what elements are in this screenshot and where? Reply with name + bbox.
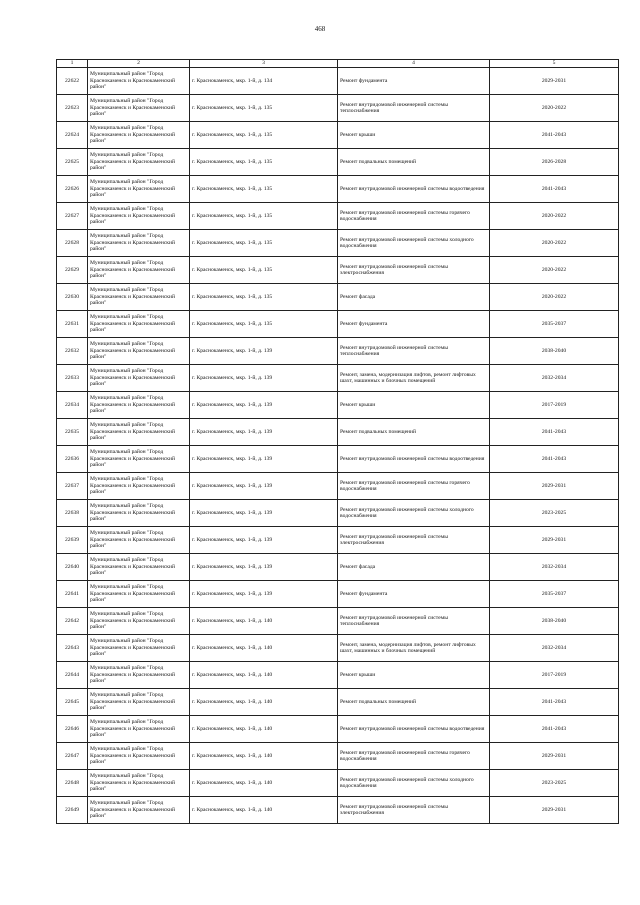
- municipality-cell: Муниципальный район "Город Краснокаменск и Краснокаменский район": [88, 392, 190, 419]
- address-cell: г. Краснокаменск, мкр. 1-й, д. 135: [190, 257, 338, 284]
- work-type-cell: Ремонт крыши: [338, 662, 490, 689]
- period-cell: 2020-2022: [490, 284, 619, 311]
- row-number: 22642: [57, 608, 88, 635]
- work-type-cell: Ремонт внутридомовой инженерной системы холодного водоснабжения: [338, 230, 490, 257]
- municipality-cell: Муниципальный район "Город Краснокаменск и Краснокаменский район": [88, 554, 190, 581]
- period-cell: 2035-2037: [490, 311, 619, 338]
- address-cell: г. Краснокаменск, мкр. 1-й, д. 139: [190, 365, 338, 392]
- address-cell: г. Краснокаменск, мкр. 1-й, д. 135: [190, 230, 338, 257]
- period-cell: 2020-2022: [490, 203, 619, 230]
- table-row: [57, 122, 619, 149]
- row-number: 22625: [57, 149, 88, 176]
- table-row: [57, 392, 619, 419]
- column-header-2: 2: [88, 60, 190, 68]
- municipality-cell: Муниципальный район "Город Краснокаменск и Краснокаменский район": [88, 284, 190, 311]
- work-type-cell: Ремонт внутридомовой инженерной системы теплоснабжения: [338, 608, 490, 635]
- address-cell: г. Краснокаменск, мкр. 1-й, д. 139: [190, 581, 338, 608]
- period-cell: 2041-2043: [490, 419, 619, 446]
- table-row: [57, 284, 619, 311]
- table-row: [57, 716, 619, 743]
- municipality-cell: Муниципальный район "Город Краснокаменск и Краснокаменский район": [88, 419, 190, 446]
- address-cell: г. Краснокаменск, мкр. 1-й, д. 140: [190, 662, 338, 689]
- row-number: 22636: [57, 446, 88, 473]
- period-cell: 2020-2022: [490, 95, 619, 122]
- row-number: 22640: [57, 554, 88, 581]
- address-cell: г. Краснокаменск, мкр. 1-й, д. 135: [190, 311, 338, 338]
- row-number: 22626: [57, 176, 88, 203]
- address-cell: г. Краснокаменск, мкр. 1-й, д. 139: [190, 419, 338, 446]
- work-type-cell: Ремонт внутридомовой инженерной системы горячего водоснабжения: [338, 473, 490, 500]
- page-number: 468: [314, 25, 326, 33]
- address-cell: г. Краснокаменск, мкр. 1-й, д. 140: [190, 797, 338, 824]
- period-cell: 2017-2019: [490, 662, 619, 689]
- municipality-cell: Муниципальный район "Город Краснокаменск и Краснокаменский район": [88, 581, 190, 608]
- period-cell: 2029-2031: [490, 68, 619, 95]
- municipality-cell: Муниципальный район "Город Краснокаменск и Краснокаменский район": [88, 257, 190, 284]
- row-number: 22633: [57, 365, 88, 392]
- table-row: [57, 554, 619, 581]
- column-header-1: 1: [57, 60, 88, 68]
- work-type-cell: Ремонт крыши: [338, 392, 490, 419]
- table-row: [57, 311, 619, 338]
- row-number: 22622: [57, 68, 88, 95]
- period-cell: 2029-2031: [490, 743, 619, 770]
- row-number: 22627: [57, 203, 88, 230]
- municipality-cell: Муниципальный район "Город Краснокаменск и Краснокаменский район": [88, 689, 190, 716]
- municipality-cell: Муниципальный район "Город Краснокаменск и Краснокаменский район": [88, 230, 190, 257]
- address-cell: г. Краснокаменск, мкр. 1-й, д. 135: [190, 149, 338, 176]
- municipality-cell: Муниципальный район "Город Краснокаменск и Краснокаменский район": [88, 662, 190, 689]
- address-cell: г. Краснокаменск, мкр. 1-й, д. 139: [190, 554, 338, 581]
- municipality-cell: Муниципальный район "Город Краснокаменск и Краснокаменский район": [88, 743, 190, 770]
- municipality-cell: Муниципальный район "Город Краснокаменск и Краснокаменский район": [88, 446, 190, 473]
- table-row: [57, 527, 619, 554]
- table-row: [57, 797, 619, 824]
- work-type-cell: Ремонт внутридомовой инженерной системы водоотведения: [338, 446, 490, 473]
- row-number: 22630: [57, 284, 88, 311]
- period-cell: 2035-2037: [490, 581, 619, 608]
- table-row: [57, 95, 619, 122]
- work-type-cell: Ремонт внутридомовой инженерной системы горячего водоснабжения: [338, 743, 490, 770]
- column-header-4: 4: [338, 60, 490, 68]
- municipality-cell: Муниципальный район "Город Краснокаменск и Краснокаменский район": [88, 203, 190, 230]
- table-row: [57, 662, 619, 689]
- period-cell: 2026-2028: [490, 149, 619, 176]
- period-cell: 2023-2025: [490, 500, 619, 527]
- period-cell: 2020-2022: [490, 257, 619, 284]
- municipality-cell: Муниципальный район "Город Краснокаменск и Краснокаменский район": [88, 797, 190, 824]
- capital-repair-table: [56, 59, 619, 824]
- table-row: [57, 230, 619, 257]
- row-number: 22649: [57, 797, 88, 824]
- table-row: [57, 365, 619, 392]
- work-type-cell: Ремонт фундамента: [338, 311, 490, 338]
- address-cell: г. Краснокаменск, мкр. 1-й, д. 140: [190, 743, 338, 770]
- municipality-cell: Муниципальный район "Город Краснокаменск и Краснокаменский район": [88, 122, 190, 149]
- address-cell: г. Краснокаменск, мкр. 1-й, д. 140: [190, 716, 338, 743]
- row-number: 22634: [57, 392, 88, 419]
- address-cell: г. Краснокаменск, мкр. 1-й, д. 139: [190, 392, 338, 419]
- work-type-cell: Ремонт внутридомовой инженерной системы электроснабжения: [338, 257, 490, 284]
- period-cell: 2020-2022: [490, 230, 619, 257]
- period-cell: 2023-2025: [490, 770, 619, 797]
- address-cell: г. Краснокаменск, мкр. 1-й, д. 140: [190, 635, 338, 662]
- work-type-cell: Ремонт фундамента: [338, 68, 490, 95]
- period-cell: 2038-2040: [490, 608, 619, 635]
- municipality-cell: Муниципальный район "Город Краснокаменск и Краснокаменский район": [88, 500, 190, 527]
- period-cell: 2032-2034: [490, 554, 619, 581]
- row-number: 22644: [57, 662, 88, 689]
- row-number: 22638: [57, 500, 88, 527]
- table-row: [57, 689, 619, 716]
- address-cell: г. Краснокаменск, мкр. 1-й, д. 135: [190, 122, 338, 149]
- work-type-cell: Ремонт подвальных помещений: [338, 149, 490, 176]
- work-type-cell: Ремонт внутридомовой инженерной системы водоотведения: [338, 176, 490, 203]
- table-row: [57, 176, 619, 203]
- work-type-cell: Ремонт, замена, модернизация лифтов, ремонт лифтовых шахт, машинных и блочных помещений: [338, 635, 490, 662]
- work-type-cell: Ремонт внутридомовой инженерной системы электроснабжения: [338, 527, 490, 554]
- work-type-cell: Ремонт внутридомовой инженерной системы электроснабжения: [338, 797, 490, 824]
- period-cell: 2029-2031: [490, 797, 619, 824]
- period-cell: 2041-2043: [490, 122, 619, 149]
- row-number: 22646: [57, 716, 88, 743]
- row-number: 22637: [57, 473, 88, 500]
- row-number: 22645: [57, 689, 88, 716]
- address-cell: г. Краснокаменск, мкр. 1-й, д. 140: [190, 608, 338, 635]
- table-row: [57, 203, 619, 230]
- period-cell: 2041-2043: [490, 689, 619, 716]
- period-cell: 2041-2043: [490, 716, 619, 743]
- table-row: [57, 770, 619, 797]
- address-cell: г. Краснокаменск, мкр. 1-й, д. 140: [190, 770, 338, 797]
- work-type-cell: Ремонт подвальных помещений: [338, 419, 490, 446]
- address-cell: г. Краснокаменск, мкр. 1-й, д. 139: [190, 338, 338, 365]
- municipality-cell: Муниципальный район "Город Краснокаменск и Краснокаменский район": [88, 635, 190, 662]
- work-type-cell: Ремонт внутридомовой инженерной системы теплоснабжения: [338, 338, 490, 365]
- municipality-cell: Муниципальный район "Город Краснокаменск и Краснокаменский район": [88, 311, 190, 338]
- table-row: [57, 635, 619, 662]
- address-cell: г. Краснокаменск, мкр. 1-й, д. 135: [190, 95, 338, 122]
- work-type-cell: Ремонт, замена, модернизация лифтов, ремонт лифтовых шахт, машинных и блочных помещений: [338, 365, 490, 392]
- address-cell: г. Краснокаменск, мкр. 1-й, д. 139: [190, 446, 338, 473]
- row-number: 22635: [57, 419, 88, 446]
- municipality-cell: Муниципальный район "Город Краснокаменск и Краснокаменский район": [88, 338, 190, 365]
- municipality-cell: Муниципальный район "Город Краснокаменск и Краснокаменский район": [88, 149, 190, 176]
- row-number: 22648: [57, 770, 88, 797]
- table-row: [57, 68, 619, 95]
- address-cell: г. Краснокаменск, мкр. 1-й, д. 134: [190, 68, 338, 95]
- work-type-cell: Ремонт внутридомовой инженерной системы водоотведения: [338, 716, 490, 743]
- row-number: 22623: [57, 95, 88, 122]
- work-type-cell: Ремонт фундамента: [338, 581, 490, 608]
- work-type-cell: Ремонт фасада: [338, 284, 490, 311]
- row-number: 22647: [57, 743, 88, 770]
- table-row: [57, 581, 619, 608]
- table-row: [57, 473, 619, 500]
- row-number: 22632: [57, 338, 88, 365]
- address-cell: г. Краснокаменск, мкр. 1-й, д. 135: [190, 203, 338, 230]
- table-header-row: [57, 60, 619, 68]
- period-cell: 2017-2019: [490, 392, 619, 419]
- row-number: 22629: [57, 257, 88, 284]
- municipality-cell: Муниципальный район "Город Краснокаменск и Краснокаменский район": [88, 176, 190, 203]
- work-type-cell: Ремонт фасада: [338, 554, 490, 581]
- work-type-cell: Ремонт крыши: [338, 122, 490, 149]
- table-body: [57, 68, 619, 824]
- table-row: [57, 446, 619, 473]
- table-row: [57, 419, 619, 446]
- address-cell: г. Краснокаменск, мкр. 1-й, д. 140: [190, 689, 338, 716]
- table-row: [57, 608, 619, 635]
- address-cell: г. Краснокаменск, мкр. 1-й, д. 139: [190, 500, 338, 527]
- address-cell: г. Краснокаменск, мкр. 1-й, д. 135: [190, 176, 338, 203]
- municipality-cell: Муниципальный район "Город Краснокаменск и Краснокаменский район": [88, 716, 190, 743]
- municipality-cell: Муниципальный район "Город Краснокаменск и Краснокаменский район": [88, 365, 190, 392]
- work-type-cell: Ремонт внутридомовой инженерной системы холодного водоснабжения: [338, 770, 490, 797]
- period-cell: 2029-2031: [490, 473, 619, 500]
- column-header-5: 5: [490, 60, 619, 68]
- row-number: 22628: [57, 230, 88, 257]
- municipality-cell: Муниципальный район "Город Краснокаменск и Краснокаменский район": [88, 95, 190, 122]
- table-row: [57, 338, 619, 365]
- period-cell: 2029-2031: [490, 527, 619, 554]
- period-cell: 2032-2034: [490, 635, 619, 662]
- municipality-cell: Муниципальный район "Город Краснокаменск и Краснокаменский район": [88, 527, 190, 554]
- row-number: 22624: [57, 122, 88, 149]
- period-cell: 2041-2043: [490, 446, 619, 473]
- address-cell: г. Краснокаменск, мкр. 1-й, д. 139: [190, 473, 338, 500]
- municipality-cell: Муниципальный район "Город Краснокаменск и Краснокаменский район": [88, 608, 190, 635]
- period-cell: 2032-2034: [490, 365, 619, 392]
- column-header-3: 3: [190, 60, 338, 68]
- row-number: 22641: [57, 581, 88, 608]
- row-number: 22643: [57, 635, 88, 662]
- work-type-cell: Ремонт внутридомовой инженерной системы горячего водоснабжения: [338, 203, 490, 230]
- work-type-cell: Ремонт внутридомовой инженерной системы теплоснабжения: [338, 95, 490, 122]
- row-number: 22639: [57, 527, 88, 554]
- period-cell: 2041-2043: [490, 176, 619, 203]
- municipality-cell: Муниципальный район "Город Краснокаменск и Краснокаменский район": [88, 473, 190, 500]
- table-row: [57, 257, 619, 284]
- address-cell: г. Краснокаменск, мкр. 1-й, д. 135: [190, 284, 338, 311]
- row-number: 22631: [57, 311, 88, 338]
- table-row: [57, 149, 619, 176]
- municipality-cell: Муниципальный район "Город Краснокаменск и Краснокаменский район": [88, 68, 190, 95]
- work-type-cell: Ремонт внутридомовой инженерной системы холодного водоснабжения: [338, 500, 490, 527]
- table-row: [57, 743, 619, 770]
- work-type-cell: Ремонт подвальных помещений: [338, 689, 490, 716]
- municipality-cell: Муниципальный район "Город Краснокаменск и Краснокаменский район": [88, 770, 190, 797]
- period-cell: 2038-2040: [490, 338, 619, 365]
- table-row: [57, 500, 619, 527]
- address-cell: г. Краснокаменск, мкр. 1-й, д. 139: [190, 527, 338, 554]
